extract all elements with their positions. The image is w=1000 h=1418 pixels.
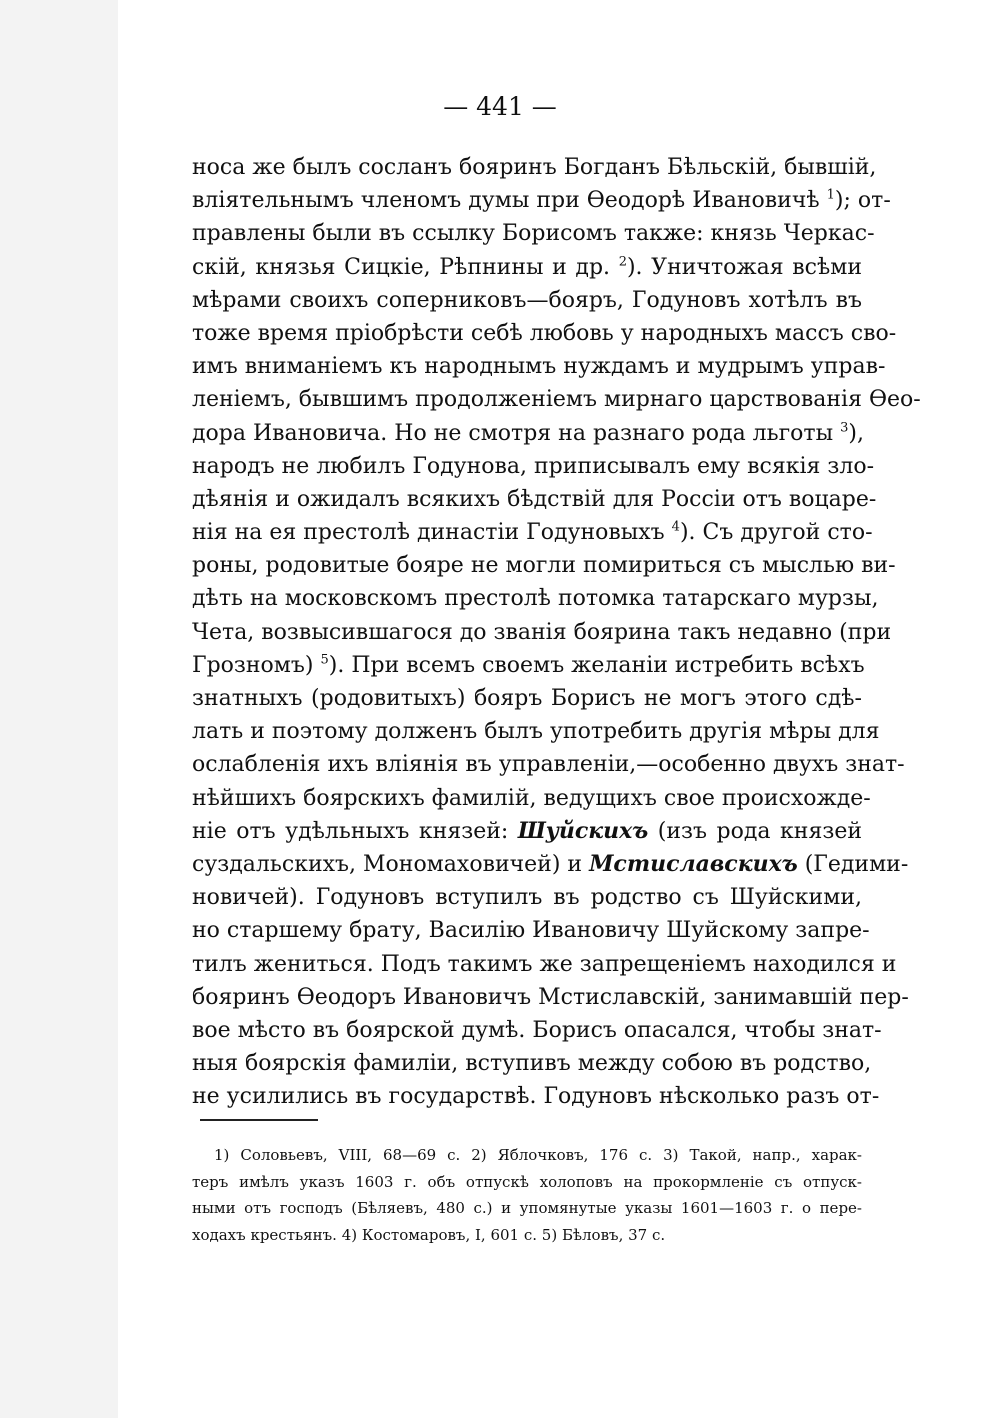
text-segment: ). При всемъ своемъ желаніи истребить всѣхъ xyxy=(328,652,865,678)
text-line xyxy=(192,1047,872,1080)
text-line xyxy=(192,682,862,715)
text-segment: роны, родовитые бояре не могли помириться съ мыслью ви- xyxy=(192,553,896,579)
text-line xyxy=(192,483,877,516)
footnote-marker: 2 xyxy=(618,254,627,270)
text-line xyxy=(192,516,873,549)
text-line xyxy=(192,848,909,881)
text-segment: но старшему брату, Василію Ивановичу Шуйскому запре- xyxy=(192,918,870,944)
text-segment: знатныхъ (родовитыхъ) бояръ Борисъ не могъ этого сдѣ- xyxy=(192,686,862,711)
text-line xyxy=(192,184,891,217)
text-segment: (изъ рода князей xyxy=(648,818,863,844)
text-segment: правлены были въ ссылку Борисомъ также: князь Черкас- xyxy=(192,221,875,247)
text-line xyxy=(192,782,871,815)
text-line xyxy=(192,649,865,682)
text-line xyxy=(192,815,862,848)
text-segment: ). Съ другой сто- xyxy=(679,520,873,546)
text-segment: ніе отъ удѣльныхъ князей: xyxy=(192,818,518,844)
text-segment: дѣянія и ожидалъ всякихъ бѣдствій для Россіи отъ воцаре- xyxy=(192,486,877,512)
footnotes xyxy=(192,1142,862,1248)
text-segment: леніемъ, бывшимъ продолженіемъ мирнаго царствованія Ѳео- xyxy=(192,387,921,413)
text-segment: ), xyxy=(848,420,864,446)
text-segment: не усилились въ государствѣ. Годуновъ нѣсколько разъ от- xyxy=(192,1084,880,1110)
text-line xyxy=(192,948,897,981)
text-line xyxy=(192,251,862,284)
text-segment: дѣть на московскомъ престолѣ потомка татарскаго мурзы, xyxy=(192,586,879,612)
text-segment: Чета, возвысившагося до званія боярина такъ недавно (при xyxy=(192,619,892,645)
text-segment: лать и поэтому долженъ былъ употребить другія мѣры для xyxy=(192,719,880,745)
text-line xyxy=(192,748,905,781)
text-line xyxy=(192,582,879,615)
text-segment: вліятельнымъ членомъ думы при Ѳеодорѣ Ивановичѣ xyxy=(192,188,827,214)
text-segment: мѣрами своихъ соперниковъ—бояръ, Годуновъ хотѣлъ въ xyxy=(192,287,862,313)
text-segment: новичей). Годуновъ вступилъ въ родство съ Шуйскими, xyxy=(192,885,862,911)
text-line xyxy=(192,715,880,748)
text-segment: Грозномъ) xyxy=(192,652,321,678)
text-line xyxy=(192,1014,882,1047)
footnote-marker: 5 xyxy=(320,652,329,668)
text-segment: дора Ивановича. Но не смотря на разнаго рода льготы xyxy=(192,420,841,446)
page-gutter-shade xyxy=(0,0,118,1418)
footnote-line: 1) Соловьевъ, VIII, 68—69 с. 2) Яблочковъ, 176 с. 3) Такой, напр., харак- xyxy=(214,1146,862,1164)
footnote-separator xyxy=(200,1119,318,1121)
text-segment: народъ не любилъ Годунова, приписывалъ ему всякія зло- xyxy=(192,453,875,479)
emphasized-name: Мстиславскихъ xyxy=(589,850,798,877)
text-line xyxy=(192,914,870,947)
text-line xyxy=(192,417,862,450)
footnote-marker: 3 xyxy=(840,420,849,436)
text-line xyxy=(192,383,921,416)
text-segment: нія на ея престолѣ династіи Годуновыхъ xyxy=(192,520,672,546)
text-segment: (Гедими- xyxy=(797,851,909,877)
text-segment: тоже время пріобрѣсти себѣ любовь у народныхъ массъ сво- xyxy=(192,320,897,346)
footnote-line: ходахъ крестьянъ. 4) Костомаровъ, I, 601 с. 5) Бѣловъ, 37 с. xyxy=(192,1225,666,1244)
text-line xyxy=(192,881,862,914)
text-segment: бояринъ Ѳеодоръ Ивановичъ Мстиславскій, занимавшій пер- xyxy=(192,984,909,1010)
text-segment: носа же былъ сосланъ бояринъ Богданъ Бѣльскій, бывшій, xyxy=(192,155,877,180)
footnote-line: теръ имѣлъ указъ 1603 г. объ отпускѣ холоповъ на прокормленіе съ отпуск- xyxy=(192,1172,862,1191)
text-segment: имъ вниманіемъ къ народнымъ нуждамъ и мудрымъ управ- xyxy=(192,354,886,380)
emphasized-name: Шуйскихъ xyxy=(517,817,649,844)
text-line xyxy=(192,616,892,649)
text-segment: суздальскихъ, Мономаховичей) и xyxy=(192,851,590,877)
footnote-marker: 4 xyxy=(671,519,680,535)
main-text xyxy=(192,151,921,1113)
text-line xyxy=(192,284,862,317)
page-number: — 441 — xyxy=(443,92,557,121)
text-segment: скій, князья Сицкіе, Рѣпнины и др. xyxy=(192,254,619,280)
footnote-marker: 1 xyxy=(826,187,835,203)
text-segment: вое мѣсто въ боярской думѣ. Борисъ опасался, чтобы знат- xyxy=(192,1017,882,1043)
text-line xyxy=(192,350,886,383)
text-line xyxy=(192,151,877,184)
text-segment: ). Уничтожая всѣми xyxy=(626,254,862,280)
footnote-line: ными отъ господъ (Бѣляевъ, 480 с.) и упомянутые указы 1601—1603 г. о пере- xyxy=(192,1199,862,1217)
text-segment: ); от- xyxy=(834,188,891,214)
text-line xyxy=(192,549,896,582)
text-segment: нѣйшихъ боярскихъ фамилій, ведущихъ свое происхожде- xyxy=(192,785,871,811)
text-segment: ослабленія ихъ вліянія въ управленіи,—особенно двухъ знат- xyxy=(192,752,905,778)
text-line xyxy=(192,981,909,1014)
text-line xyxy=(192,317,897,350)
text-line xyxy=(192,450,875,483)
text-segment: тилъ жениться. Подъ такимъ же запрещеніемъ находился и xyxy=(192,951,897,977)
text-line xyxy=(192,1080,880,1113)
text-line xyxy=(192,217,875,250)
text-segment: ныя боярскія фамиліи, вступивъ между собою въ родство, xyxy=(192,1051,872,1077)
